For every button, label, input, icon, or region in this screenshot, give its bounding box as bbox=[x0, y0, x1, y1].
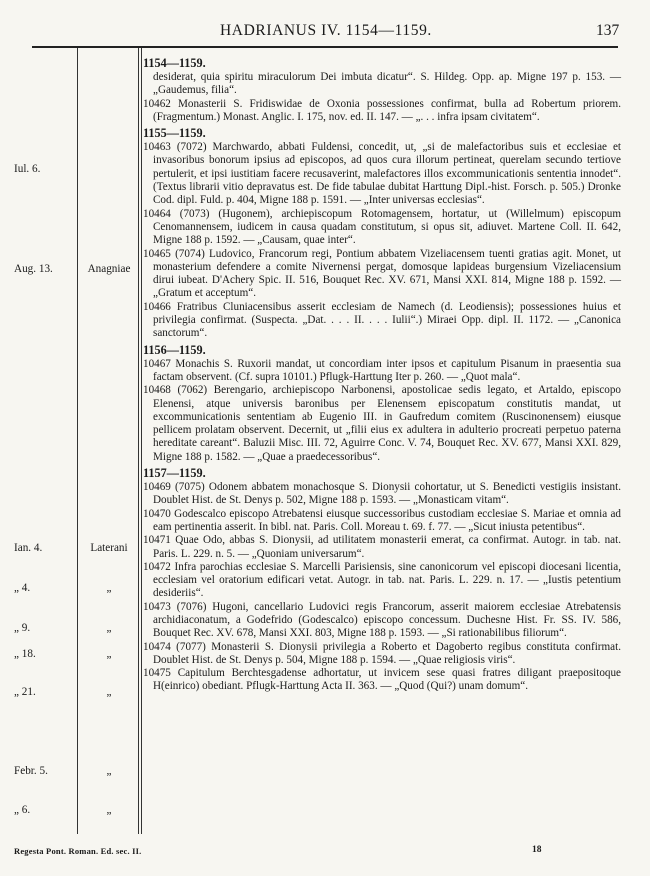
column-rule-place bbox=[138, 48, 139, 834]
regest-entry: 10464 (7073) (Hugonem), archiepiscopum Rotomagensem, hortatur, ut (Willelmum) episcopum Cenomannensem, iudicem in causa quadam constitutum, si opus sit, adiuvet. Martene Coll. II. 642, Migne 188 p. 1592. — „Causam, quae inter“. bbox=[143, 207, 621, 247]
regest-entry: desiderat, quia spiritu miraculorum Dei imbuta dicatur“. S. Hildeg. Opp. ap. Migne 197 p. 153. — „Gaudemus, filia“. bbox=[153, 71, 621, 97]
section-heading: 1155—1159. bbox=[143, 126, 206, 141]
section-heading: 1154—1159. bbox=[143, 56, 206, 70]
place-label: „ bbox=[106, 686, 112, 698]
date-label: „ 4. bbox=[14, 582, 31, 594]
footer-imprint: Regesta Pont. Roman. Ed. sec. II. bbox=[14, 846, 142, 856]
regest-entry: 10462 Monasterii S. Fridiswidae de Oxonia possessiones confirmat, bulla ad Robertum priorem. (Fragmentum.) Monast. Anglic. I. 175, nov. ed. II. 147. — „. . . infra ipsam civitatem“. bbox=[143, 97, 621, 123]
header-rule bbox=[32, 46, 618, 48]
date-label: Ian. 4. bbox=[14, 542, 43, 554]
regest-entry: 10474 (7077) Monasterii S. Dionysii privilegia a Roberto et Dagoberto regibus constituta confirmat. Doublet Hist. de St. Denys p. 504, Migne 188 p. 1594. — „Quae religiosis viris“. bbox=[143, 640, 621, 666]
place-label: Laterani bbox=[90, 542, 128, 554]
regest-entry: 10465 (7074) Ludovico, Francorum regi, Pontium abbatem Vizeliacensem tuenti gratias agit. Monet, ut monasterium defendere a comite Nivernensi pergat, domosque lapideas burgensium Vizeliacensium dirui iubeat. D'Achery Spic. II. 516, Bouquet Rec. XV. 671, Mansi XXI. 814, Migne 188 p. 1592. — „Gratum et acceptum“. bbox=[143, 247, 621, 300]
regest-entry: 10469 (7075) Odonem abbatem monachosque S. Dionysii cohortatur, ut S. Benedicti vestigiis insistant. Doublet Hist. de St. Denys p. 502, Migne 188 p. 1593. — „Monasticam vitam“. bbox=[143, 481, 621, 507]
date-label: „ 9. bbox=[14, 622, 31, 634]
place-label: „ bbox=[106, 765, 112, 777]
page-header bbox=[0, 22, 650, 44]
date-label: Febr. 5. bbox=[14, 765, 48, 777]
signature-mark: 18 bbox=[532, 845, 542, 855]
place-label: „ bbox=[106, 804, 112, 816]
regest-entry: 10466 Fratribus Cluniacensibus asserit ecclesiam de Namech (d. Leodiensis); possessiones huius et privilegia confirmat. (Suspecta. „Dat. . . . II. . . . Iulii“.) Miraei Opp. dipl. II. 1172. — „Canonica sanctorum“. bbox=[143, 300, 621, 340]
regest-entry: 10473 (7076) Hugoni, cancellario Ludovici regis Francorum, asserit maiorem ecclesiae Atrebatensis archidiaconatum, a Godefrido (Godescalco) episcopo concessum. Duchesne Hist. Fr. SS. IV. 586, Bouquet Rec. XV. 678, Mansi XXI. 803, Migne 188 p. 1593. — „Si rationabilibus filiorum“. bbox=[143, 600, 621, 640]
regest-entry: 10475 Capitulum Berchtesgadense adhortatur, ut invicem sese quasi fratres diligant praepositoque H(einrico) obediant. Pflugk-Harttung Acta II. 363. — „Quod (Qui?) unam domum“. bbox=[143, 667, 621, 693]
regest-entry: 10468 (7062) Berengario, archiepiscopo Narbonensi, apostolicae sedis legato, et Artaldo, episcopo Elenensi, atque universis baronibus per Elenensem episcopatum constitutis mandat, ut excommunicationis sententiam ab Eugenio III. in Gaufredum comitem (Ruscinonensem) eiusque pellicem prolatam observent. Decernit, ut „filii eius ex adultera in adulterio procreati perpetuo paterna hereditate careant“. Baluzii Misc. III. 72, Aguirre Conc. V. 74, Bouquet Rec. XV. 677, Mansi XXI. 829, Migne 188 p. 1582. — „Quae a praedecessoribus“. bbox=[143, 384, 621, 463]
date-label: „ 6. bbox=[14, 804, 31, 816]
date-label: „ 18. bbox=[14, 648, 36, 660]
place-label: Anagniae bbox=[87, 263, 131, 275]
date-label: Iul. 6. bbox=[14, 163, 41, 175]
regest-entry: 10467 Monachis S. Ruxorii mandat, ut concordiam inter ipsos et capitulum Pisanum in praesentia sua factam observent. (Cf. supra 10101.) Pflugk-Harttung Iter p. 260. — „Quot mala“. bbox=[143, 357, 621, 383]
regest-entry: 10472 Infra parochias ecclesiae S. Marcelli Parisiensis, sine canonicorum vel episcopi diocesani licentia, ecclesiam vel oratorium edificari vetat. Autogr. in tab. nat. Paris. L. 229. n. 17. — „Iustis petentium desideriis“. bbox=[143, 560, 621, 600]
page-number: 137 bbox=[596, 22, 620, 39]
section-heading: 1157—1159. bbox=[143, 466, 206, 481]
place-label: „ bbox=[106, 648, 112, 660]
date-label: „ 21. bbox=[14, 686, 36, 698]
regest-entry: 10471 Quae Odo, abbas S. Dionysii, ad utilitatem monasterii emerat, ca confirmat. Autogr. in tab. nat. Paris. L. 229. n. 5. — „Quoniam universarum“. bbox=[143, 534, 621, 560]
place-label: „ bbox=[106, 582, 112, 594]
regest-entry: 10470 Godescalco episcopo Atrebatensi eiusque successoribus custodiam ecclesiae S. Mariae et omnia ad eam pertinentia asserit. In bibl. nat. Paris. Coll. Moreau t. 69. f. 77. — „Sicut iniusta petentibus“. bbox=[143, 507, 621, 533]
regesta-text bbox=[143, 54, 621, 694]
running-title: HADRIANUS IV. 1154—1159. bbox=[220, 22, 432, 39]
section-heading: 1156—1159. bbox=[143, 342, 206, 357]
place-label: „ bbox=[106, 622, 112, 634]
column-rule-place-double bbox=[141, 48, 142, 834]
regest-entry: 10463 (7072) Marchwardo, abbati Fuldensi, concedit, ut, „si de malefactoribus suis et ecclesiae et invasoribus bonorum ipsius ad episcopos, ad quos cura illorum pertineat, querelam secundo tertiove pertulerit, et ipsi iustitiam facere recusaverint, malefactores illos excommunicationis sententia innodet“. (Textus librarii vitio depravatus est. De fide tabulae dubitat Harttung Dipl.-hist. Forsch. p. 505.) Dronke Cod. dipl. Fuld. p. 404, Migne 188 p. 1591. — „Inter universas ecclesias“. bbox=[143, 141, 621, 207]
date-label: Aug. 13. bbox=[14, 263, 53, 275]
